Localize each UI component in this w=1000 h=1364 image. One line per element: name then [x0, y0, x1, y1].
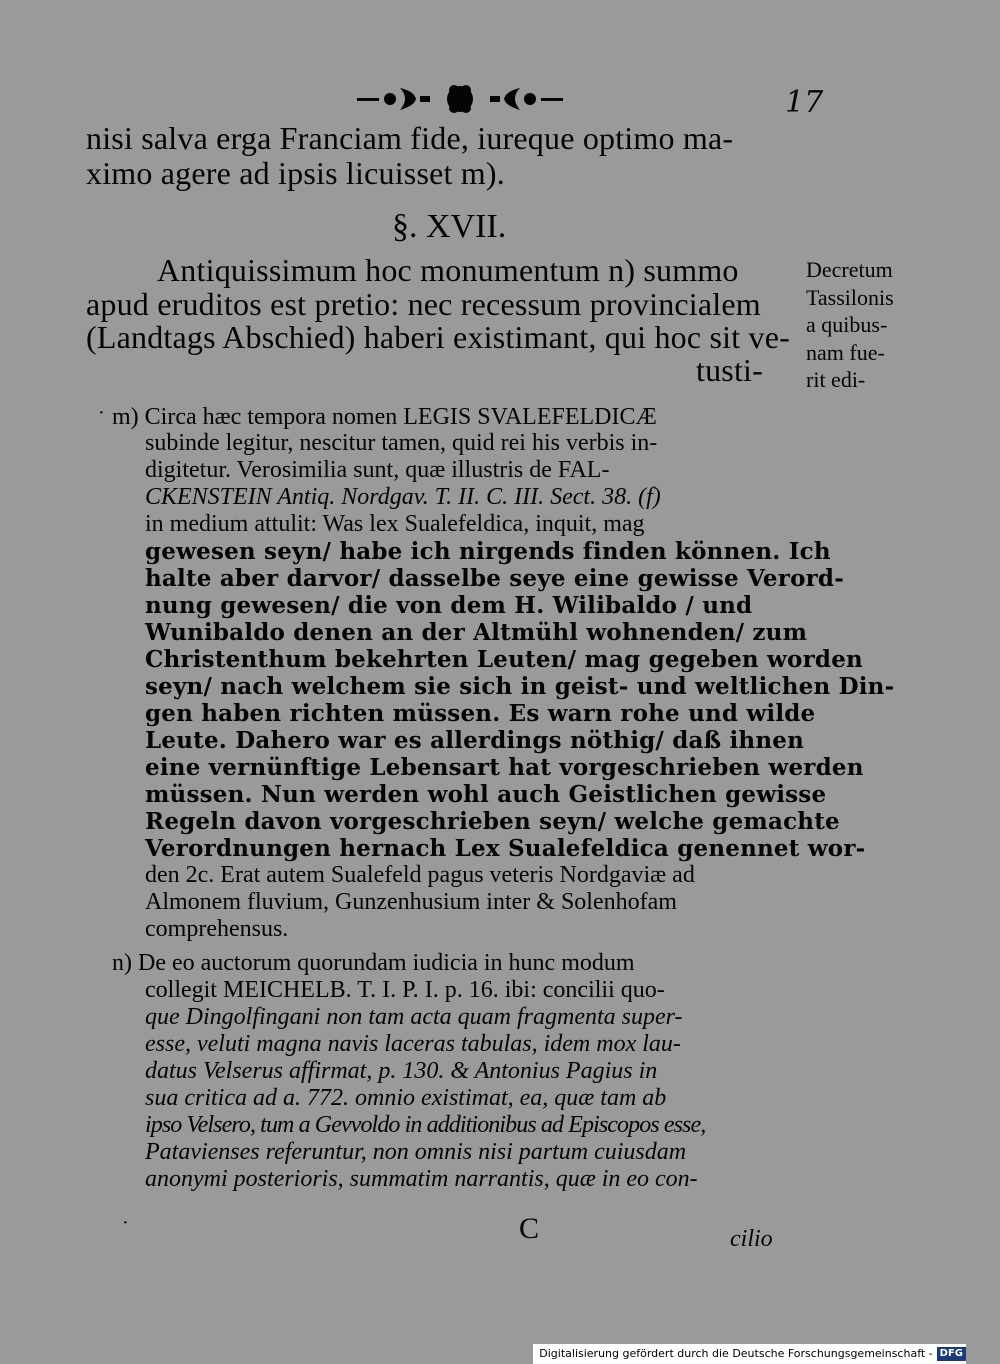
page-number: 17 — [785, 85, 824, 120]
footnote-line: den 2c. Erat autem Sualefeld pagus veteris Nordgaviæ ad — [145, 862, 695, 888]
footnote-line: nung gewesen/ die von dem H. Wilibaldo / und — [145, 592, 753, 619]
footnote-line: Leute. Dahero war es allerdings nöthig/ daß ihnen — [145, 727, 805, 754]
footnote-line: halte aber darvor/ dasselbe seye eine gewisse Verord- — [145, 565, 844, 592]
section-heading: §. XVII. — [392, 208, 507, 245]
margin-note-line: nam fue- — [806, 339, 885, 365]
signature-mark: C — [519, 1212, 540, 1245]
footnote-line: Christenthum bekehrten Leuten/ mag gegeben worden — [145, 646, 863, 673]
footnote-line: comprehensus. — [145, 916, 289, 942]
body-line: Antiquissimum hoc monumentum n) summo — [157, 252, 739, 288]
body-line: apud eruditos est pretio: nec recessum provincialem — [86, 286, 761, 322]
footnote-line: m) Circa hæc tempora nomen LEGIS SVALEFELDICÆ — [112, 404, 657, 430]
footnote-line: Patavienses referuntur, non omnis nisi partum cuiusdam — [145, 1139, 687, 1165]
footnote-line: Regeln davon vorgeschrieben seyn/ welche gemachte — [145, 808, 840, 835]
footnote-line: sua critica ad a. 772. omnio existimat, ea, quæ tam ab — [145, 1085, 667, 1111]
footnote-line: esse, veluti magna navis laceras tabulas, idem mox lau- — [145, 1031, 681, 1057]
catchword: cilio — [730, 1226, 773, 1252]
footnote-line: CKENSTEIN Antiq. Nordgav. T. II. C. III. Sect. 38. (f) — [145, 484, 661, 510]
footnote-line: gen haben richten müssen. Es warn rohe und wilde — [145, 700, 816, 727]
footnote-line: eine vernünftige Lebensart hat vorgeschrieben werden — [145, 754, 864, 781]
margin-note — [806, 256, 894, 394]
footnote-line: digitetur. Verosimilia sunt, quæ illustris de FAL- — [145, 457, 610, 483]
margin-note-line: rit edi- — [806, 367, 866, 392]
body-line: tusti- — [696, 352, 763, 388]
margin-note-line: Decretum — [806, 257, 893, 282]
footnote-line: in medium attulit: Was lex Sualefeldica, inquit, mag — [145, 511, 645, 537]
margin-note-line: a quibus- — [806, 312, 888, 337]
footnote-line: datus Velserus affirmat, p. 130. & Antonius Pagius in — [145, 1058, 658, 1084]
footnote-line: anonymi posterioris, summatim narrantis, quæ in eo con- — [145, 1166, 698, 1192]
footnote-line: que Dingolfingani non tam acta quam fragmenta super- — [145, 1004, 683, 1030]
body-line: ximo agere ad ipsis licuisset m). — [86, 155, 505, 191]
margin-note-line: Tassilonis — [806, 284, 894, 310]
stray-mark: · — [98, 402, 105, 424]
footnote-line: n) De eo auctorum quorundam iudicia in hunc modum — [112, 950, 635, 976]
footnote-line: subinde legitur, nescitur tamen, quid rei his verbis in- — [145, 430, 658, 456]
footnote-line: Wunibaldo denen an der Altmühl wohnenden/ zum — [145, 619, 808, 646]
footnote-line: Verordnungen hernach Lex Sualefeldica genennet wor- — [145, 835, 866, 862]
dfg-logo: DFG — [937, 1347, 966, 1361]
footnote-line: Almonem fluvium, Gunzenhusium inter & Solenhofam — [145, 889, 677, 915]
footnote-line: collegit MEICHELB. T. I. P. I. p. 16. ibi: concilii quo- — [145, 977, 665, 1003]
footnote-line: gewesen seyn/ habe ich nirgends finden können. Ich — [145, 538, 831, 565]
footnote-line: seyn/ nach welchem sie sich in geist- und weltlichen Din- — [145, 673, 895, 700]
digitization-credit-text: Digitalisierung gefördert durch die Deutsche Forschungsgemeinschaft - — [539, 1347, 933, 1360]
footnote-line: ipso Velsero, tum a Gevvoldo in additionibus ad Episcopos esse, — [145, 1112, 706, 1138]
digitization-credit — [533, 1344, 966, 1364]
body-line: (Landtags Abschied) haberi existimant, qui hoc sit ve- — [86, 319, 790, 355]
printer-ornament-icon — [355, 80, 565, 120]
stray-mark: · — [122, 1212, 129, 1234]
footnote-line: müssen. Nun werden wohl auch Geistlichen gewisse — [145, 781, 827, 808]
body-line: nisi salva erga Franciam fide, iureque optimo ma- — [86, 120, 734, 156]
